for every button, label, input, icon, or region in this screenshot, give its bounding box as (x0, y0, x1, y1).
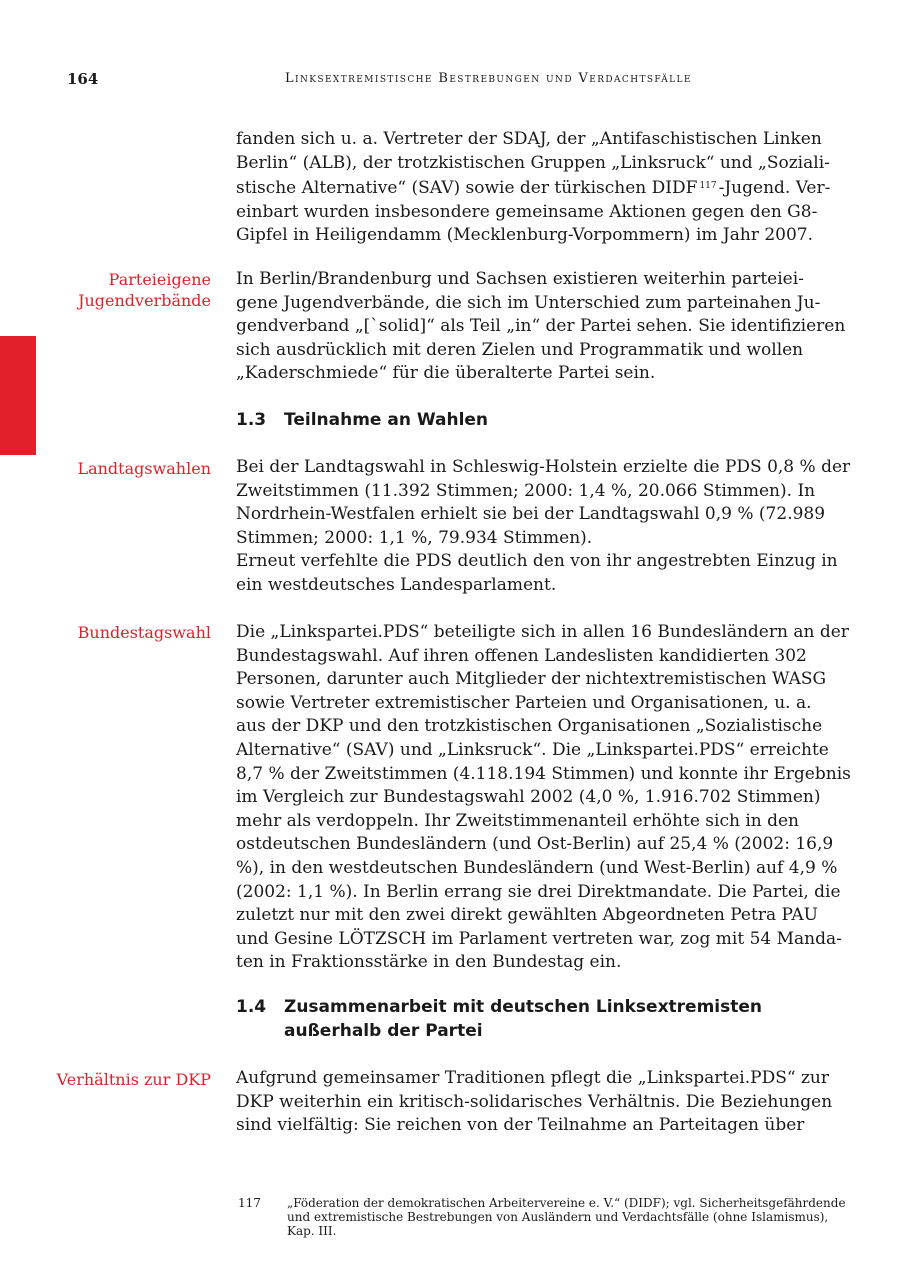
text-line: In Berlin/Brandenburg und Sachsen existieren weiterhin parteiei- (236, 269, 804, 289)
text-line: Personen, darunter auch Mitglieder der nichtextremistischen WASG (236, 669, 827, 690)
text-line: aus der DKP und den trotzkistischen Organisationen „Sozialistische (236, 716, 823, 737)
marginal-note-jugendverbaende (78, 269, 211, 311)
text-line: Erneut verfehlte die PDS deutlich den von ihr angestrebten Einzug in (236, 551, 838, 572)
text-line: Die „Linkspartei.PDS“ beteiligte sich in allen 16 Bundesländern an der (236, 622, 849, 642)
footnote-number: 117 (238, 1196, 261, 1210)
section-heading-1-4 (236, 995, 806, 1043)
text-line: Berlin“ (ALB), der trotzkistischen Gruppen „Linksruck“ und „Soziali- (236, 152, 830, 173)
footnote-line: Kap. III. (287, 1224, 337, 1238)
heading-number: 1.4 (236, 997, 267, 1017)
text-line: im Vergleich zur Bundestagswahl 2002 (4,0 %, 1.916.702 Stimmen) (236, 787, 821, 808)
text-fragment: -Jugend. Ver- (718, 178, 831, 199)
marginal-line: Jugendverbände (78, 291, 211, 310)
text-line: DKP weiterhin ein kritisch-solidarisches Verhältnis. Die Beziehungen (236, 1091, 833, 1112)
heading-title: Teilnahme an Wahlen (284, 410, 489, 430)
text-fragment: stische Alternative“ (SAV) sowie der türkischen DIDF (236, 178, 698, 199)
paragraph-bundestagswahl (236, 621, 851, 975)
marginal-line: Bundestagswahl (77, 623, 211, 642)
footnote-line: und extremistische Bestrebungen von Ausländern und Verdachtsfälle (ohne Islamismus), (287, 1210, 829, 1224)
paragraph-jugendverbaende (236, 268, 846, 386)
marginal-line: Landtagswahlen (77, 459, 211, 478)
text-line: zuletzt nur mit den zwei direkt gewählten Abgeordneten Petra PAU (236, 905, 818, 926)
text-line: Nordrhein-Westfalen erhielt sie bei der Landtagswahl 0,9 % (72.989 (236, 504, 826, 525)
text-line: ein westdeutsches Landesparlament. (236, 574, 557, 595)
text-line: fanden sich u. a. Vertreter der SDAJ, der „Antifaschistischen Linken (236, 129, 822, 149)
page-number: 164 (67, 70, 99, 88)
text-line: sind vielfältig: Sie reichen von der Teilnahme an Parteitagen über (236, 1115, 805, 1136)
heading-number: 1.3 (236, 410, 267, 430)
heading-title-line: Zusammenarbeit mit deutschen Linksextremisten (284, 997, 763, 1017)
section-heading-1-3 (236, 408, 806, 432)
text-line: Gipfel in Heiligendamm (Mecklenburg-Vorpommern) im Jahr 2007. (236, 225, 814, 246)
text-line: „Kaderschmiede“ für die überalterte Partei sein. (236, 363, 656, 384)
text-line: sich ausdrücklich mit deren Zielen und Programmatik und wollen (236, 339, 804, 360)
text-line: Aufgrund gemeinsamer Traditionen pflegt die „Linkspartei.PDS“ zur (236, 1068, 829, 1088)
text-line: ten in Fraktionsstärke in den Bundestag ein. (236, 952, 622, 973)
text-line: mehr als verdoppeln. Ihr Zweitstimmenanteil erhöhte sich in den (236, 810, 800, 831)
text-line: einbart wurden insbesondere gemeinsame Aktionen gegen den G8- (236, 201, 818, 222)
text-line: gene Jugendverbände, die sich im Unterschied zum parteinahen Ju- (236, 292, 821, 313)
footnote-reference[interactable]: 117 (699, 181, 717, 192)
text-line: Bundestagswahl. Auf ihren offenen Landeslisten kandidierten 302 (236, 645, 807, 666)
marginal-line: Parteieigene (108, 270, 211, 289)
text-line: 8,7 % der Zweitstimmen (4.118.194 Stimmen) und konnte ihr Ergebnis (236, 763, 851, 784)
text-line: ostdeutschen Bundesländern (und Ost-Berlin) auf 25,4 % (2002: 16,9 (236, 834, 834, 855)
footnote-text (287, 1196, 846, 1238)
text-line (236, 175, 831, 201)
running-head: Linksextremistische Bestrebungen und Verdachtsfälle (285, 71, 692, 86)
paragraph-landtagswahlen (236, 456, 851, 598)
text-line: gendverband „[`solid]“ als Teil „in“ der Partei sehen. Sie identifizieren (236, 316, 846, 337)
marginal-note-dkp (57, 1069, 211, 1090)
paragraph-continuation (236, 128, 831, 248)
text-line: Zweitstimmen (11.392 Stimmen; 2000: 1,4 %, 20.066 Stimmen). In (236, 480, 816, 501)
marginal-line: Verhältnis zur DKP (56, 1070, 211, 1089)
text-line: Alternative“ (SAV) und „Linksruck“. Die „Linkspartei.PDS“ erreichte (236, 739, 829, 760)
text-line: und Gesine LÖTZSCH im Parlament vertreten war, zog mit 54 Manda- (236, 928, 842, 949)
paragraph-dkp (236, 1067, 833, 1138)
footnote-line: „Föderation der demokratischen Arbeitervereine e. V.“ (DIDF); vgl. Sicherheitsgefährdende (287, 1196, 846, 1210)
section-tab-marker (0, 336, 36, 455)
heading-title-line: außerhalb der Partei (284, 1021, 483, 1041)
text-line: (2002: 1,1 %). In Berlin errang sie drei Direktmandate. Die Partei, die (236, 881, 841, 902)
heading-title (284, 995, 806, 1043)
marginal-note-landtagswahlen (77, 458, 211, 479)
text-line: Bei der Landtagswahl in Schleswig-Holstein erzielte die PDS 0,8 % der (236, 457, 851, 477)
text-line: sowie Vertreter extremistischer Parteien und Organisationen, u. a. (236, 692, 812, 713)
text-line: Stimmen; 2000: 1,1 %, 79.934 Stimmen). (236, 527, 593, 548)
text-line: %), in den westdeutschen Bundesländern (und West-Berlin) auf 4,9 % (236, 857, 838, 878)
marginal-note-bundestagswahl (78, 622, 211, 643)
